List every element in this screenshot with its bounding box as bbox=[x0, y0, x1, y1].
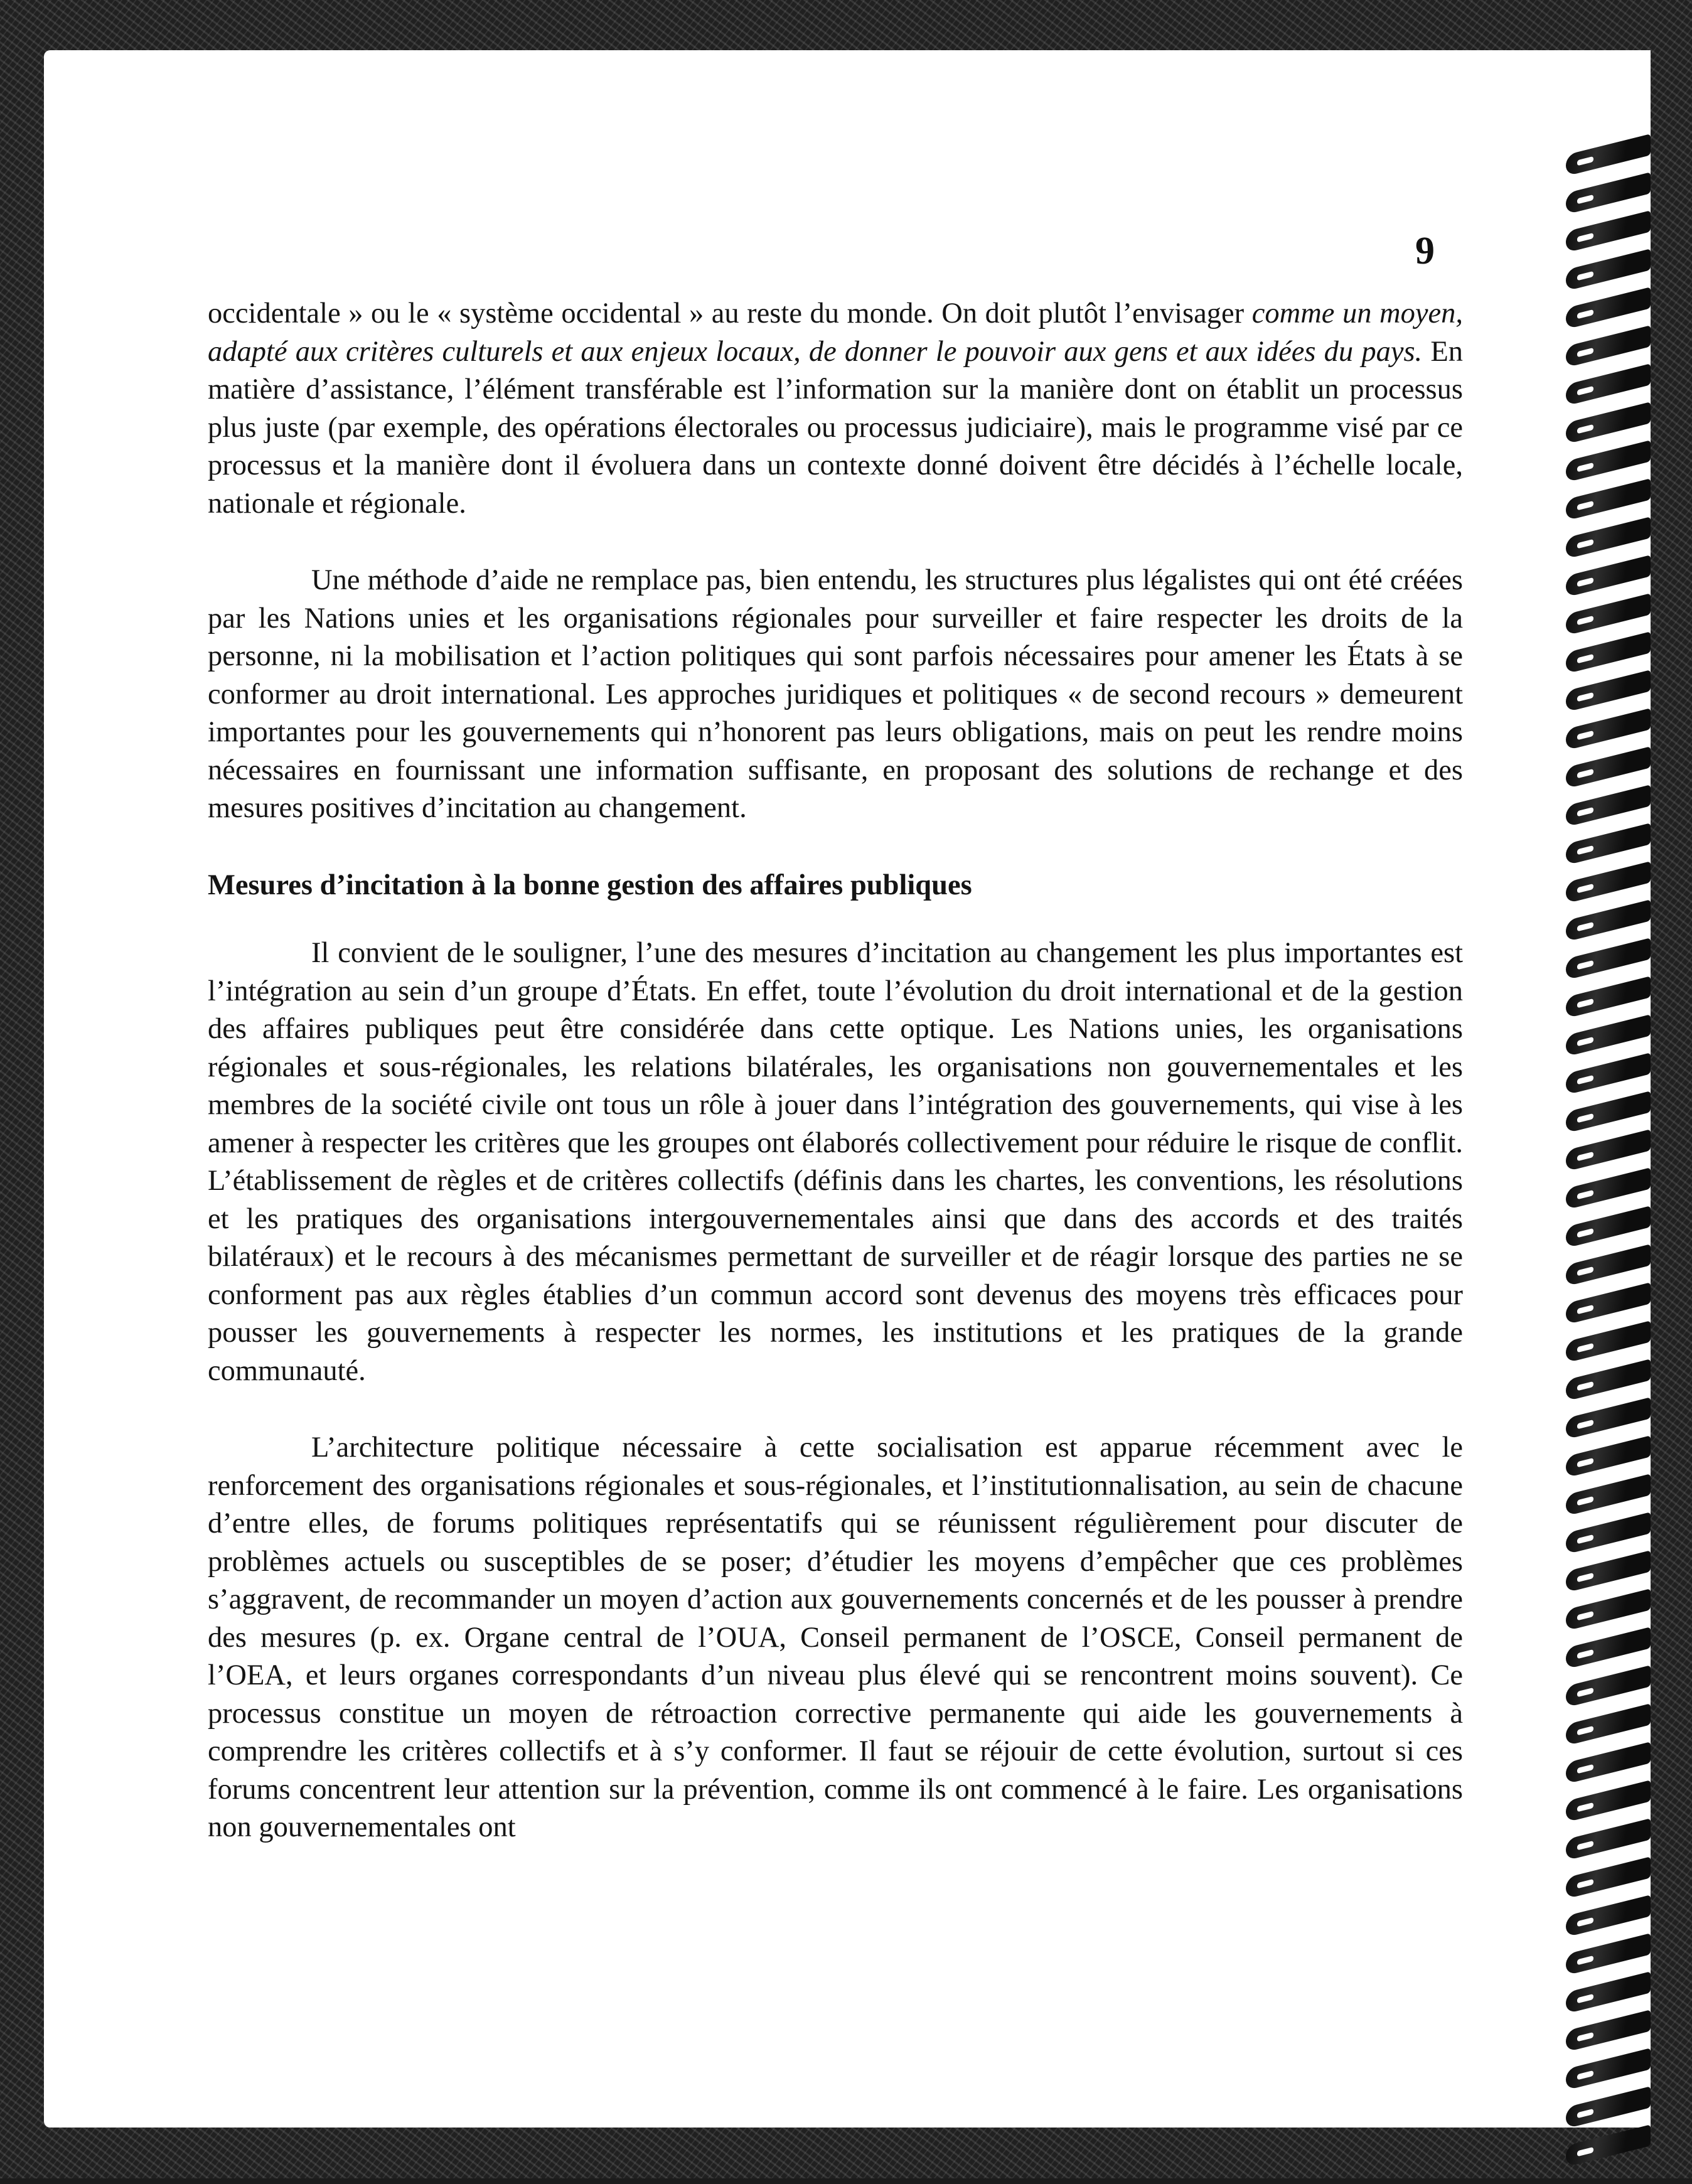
binding-coil bbox=[1566, 402, 1651, 444]
binding-coil bbox=[1566, 1014, 1651, 1057]
section-heading: Mesures d’incitation à la bonne gestion des affaires publiques bbox=[208, 869, 972, 901]
binding-coil bbox=[1566, 1282, 1651, 1325]
binding-coil bbox=[1566, 899, 1651, 942]
binding-coil bbox=[1566, 976, 1651, 1019]
binding-coil bbox=[1566, 593, 1651, 636]
binding-coil bbox=[1566, 1665, 1651, 1708]
binding-coil bbox=[1566, 2048, 1651, 2090]
binding-coil bbox=[1566, 172, 1651, 215]
binding-coil bbox=[1566, 1474, 1651, 1516]
binding-coil bbox=[1566, 1320, 1651, 1363]
binding-coil bbox=[1566, 287, 1651, 329]
binding-coil bbox=[1566, 1856, 1651, 1899]
binding-coil bbox=[1566, 1052, 1651, 1095]
paragraph-1-end: En matière d’assistance, l’élément transférable est l’information sur la manière dont on établit un processus plus juste (par exemple, des opérations électorales ou processus judiciaire), mais le programme visé par ce processus et la manière dont il évoluera dans un contexte donné doivent être décidés à l’échelle locale, nationale et régionale. bbox=[208, 335, 1463, 520]
binding-coil bbox=[1566, 1703, 1651, 1746]
binding-coil bbox=[1566, 1818, 1651, 1861]
binding-coil bbox=[1566, 2010, 1651, 2052]
binding-coil bbox=[1566, 2086, 1651, 2129]
binding-coil bbox=[1566, 1780, 1651, 1823]
binding-coil bbox=[1566, 134, 1651, 176]
binding-coil bbox=[1566, 1206, 1651, 1248]
binding-coil bbox=[1566, 1167, 1651, 1210]
binding-coil bbox=[1566, 1435, 1651, 1478]
binding-coil bbox=[1566, 1550, 1651, 1593]
paragraph-3: Il convient de le souligner, l’une des mesures d’incitation au changement les plus importantes est l’intégration au sein d’un groupe d’États. En effet, toute l’évolution du droit international et de la gestion des affaires publiques peut être considérée dans cette optique. Les Nations unies, les organisations régionales et sous-régionales, les relations bilatérales, les organisations non gouvernementales et les membres de la société civile ont tous un rôle à jouer dans l’intégration des gouvernements, qui vise à les amener à respecter les critères que les groupes ont élaborés collectivement pour réduire le risque de conflit. L’établissement de règles et de critères collectifs (définis dans les chartes, les conventions, les résolutions et les pratiques des organisations intergouvernementales ainsi que dans des accords et des traités bilatéraux) et le recours à des mécanismes permettant de surveiller et de réagir lorsque des parties ne se conforment pas aux règles établies d’un commun accord sont devenus des moyens très efficaces pour pousser les gouvernements à respecter les normes, les institutions et les pratiques de la grande communauté. bbox=[208, 937, 1463, 1387]
binding-coil bbox=[1566, 746, 1651, 789]
binding-coil bbox=[1566, 708, 1651, 751]
paragraph-4: L’architecture politique nécessaire à cette socialisation est apparue récemment avec le renforcement des organisations régionales et sous-régionales, et l’institutionnalisation, au sein de chacune d’entre elles, de forums politiques représentatifs qui se réunissent régulièrement pour discuter de problèmes actuels ou susceptibles de se poser; d’étudier les moyens d’empêcher que ces problèmes s’aggravent, de recommander un moyen d’action aux gouvernements concernés et de les pousser à prendre des mesures (p. ex. Organe central de l’OUA, Conseil permanent de l’OSCE, Conseil permanent de l’OEA, et leurs organes correspondants d’un niveau plus élevé qui se rencontrent moins souvent). Ce processus constitue un moyen de rétroaction corrective permanente qui aide les gouvernements à comprendre les critères collectifs et à s’y conformer. Il faut se réjouir de cette évolution, surtout si ces forums concentrent leur attention sur la prévention, comme ils ont commencé à le faire. Les organisations non gouvernementales ont bbox=[208, 1432, 1463, 1843]
spiral-binding bbox=[1556, 107, 1651, 2184]
binding-coil bbox=[1566, 1933, 1651, 1976]
binding-coil bbox=[1566, 1512, 1651, 1555]
binding-coil bbox=[1566, 517, 1651, 559]
binding-coil bbox=[1566, 1397, 1651, 1440]
paragraph-1-italic: comme un moyen, adapté aux critères culturels et aux enjeux locaux, de donner le pouvoir aux gens et aux idées du pays. bbox=[208, 297, 1463, 368]
page-number: 9 bbox=[1415, 230, 1435, 272]
binding-coil bbox=[1566, 210, 1651, 253]
binding-coil bbox=[1566, 2124, 1651, 2167]
binding-coil bbox=[1566, 631, 1651, 674]
binding-coil bbox=[1566, 861, 1651, 904]
binding-coil bbox=[1566, 1895, 1651, 1937]
binding-coil bbox=[1566, 1359, 1651, 1401]
binding-coil bbox=[1566, 555, 1651, 597]
paragraph-2: Une méthode d’aide ne remplace pas, bien entendu, les structures plus légalistes qui ont été créées par les Nations unies et les organisations régionales pour surveiller et faire respecter les droits de la personne, ni la mobilisation et l’action politiques qui sont parfois nécessaires pour amener les États à se conformer au droit international. Les approches juridiques et politiques « de second recours » demeurent importantes pour les gouvernements qui n’honorent pas leurs obligations, mais on peut les rendre moins nécessaires en fournissant une information suffisante, en proposant des solutions de rechange et des mesures positives d’incitation au changement. bbox=[208, 564, 1463, 824]
binding-coil bbox=[1566, 1588, 1651, 1631]
binding-coil bbox=[1566, 1971, 1651, 2014]
binding-coil bbox=[1566, 363, 1651, 406]
binding-coil bbox=[1566, 1244, 1651, 1287]
binding-coil bbox=[1566, 1129, 1651, 1172]
document-body bbox=[208, 295, 1463, 1847]
paragraph-1 bbox=[208, 295, 1463, 523]
paragraph-1-start: occidentale » ou le « système occidental » au reste du monde. On doit plutôt l’envisager bbox=[208, 297, 1252, 329]
binding-coil bbox=[1566, 249, 1651, 291]
binding-coil bbox=[1566, 1627, 1651, 1669]
binding-coil bbox=[1566, 784, 1651, 827]
binding-coil bbox=[1566, 440, 1651, 483]
binding-coil bbox=[1566, 1091, 1651, 1133]
binding-coil bbox=[1566, 325, 1651, 368]
binding-coil bbox=[1566, 938, 1651, 980]
binding-coil bbox=[1566, 478, 1651, 521]
binding-coil bbox=[1566, 1742, 1651, 1784]
binding-coil bbox=[1566, 823, 1651, 865]
binding-coil bbox=[1566, 670, 1651, 712]
